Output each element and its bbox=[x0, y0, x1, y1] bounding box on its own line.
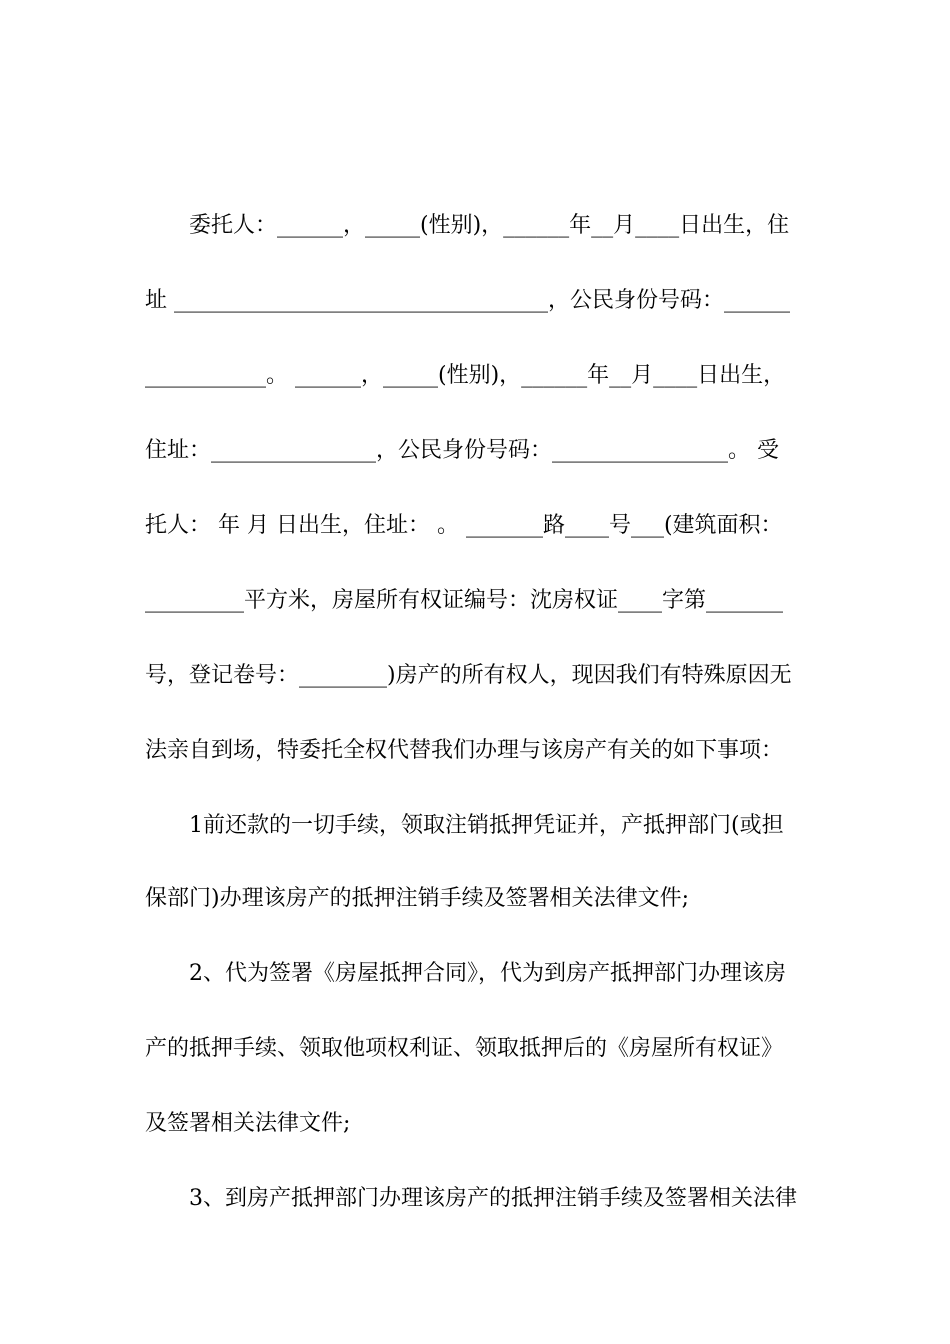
list-item-line: 及签署相关法律文件; bbox=[145, 1111, 351, 1136]
list-item-line: 1前还款的一切手续，领取注销抵押凭证并，产抵押部门(或担 bbox=[189, 813, 784, 838]
paragraph-line: 法亲自到场，特委托全权代替我们办理与该房产有关的如下事项： bbox=[145, 738, 784, 763]
paragraph-line: _________平方米，房屋所有权证编号：沈房权证____字第_______ bbox=[145, 588, 784, 613]
paragraph-line: 号，登记卷号：________)房产的所有权人，现因我们有特殊原因无 bbox=[145, 663, 792, 688]
list-item-line: 3、到房产抵押部门办理该房产的抵押注销手续及签署相关法律 bbox=[189, 1186, 797, 1211]
list-item-line: 产的抵押手续、领取他项权利证、领取抵押后的《房屋所有权证》 bbox=[145, 1036, 784, 1061]
paragraph-line: 住址：_______________，公民身份号码：________________。 受 bbox=[145, 438, 779, 463]
paragraph-line: ___________。 ______，_____(性别)，______年__月____日出生， bbox=[145, 363, 786, 388]
list-item-line: 保部门)办理该房产的抵押注销手续及签署相关法律文件; bbox=[145, 886, 689, 911]
list-item-line: 2、代为签署《房屋抵押合同》，代为到房产抵押部门办理该房 bbox=[189, 961, 786, 986]
paragraph-line: 址 __________________________________，公民身份号码：______ bbox=[145, 288, 790, 313]
paragraph-line: 委托人：______，_____(性别)，______年__月____日出生，住 bbox=[189, 213, 790, 238]
paragraph-line: 托人： 年 月 日出生，住址： 。 _______路____号___(建筑面积： bbox=[145, 513, 783, 538]
